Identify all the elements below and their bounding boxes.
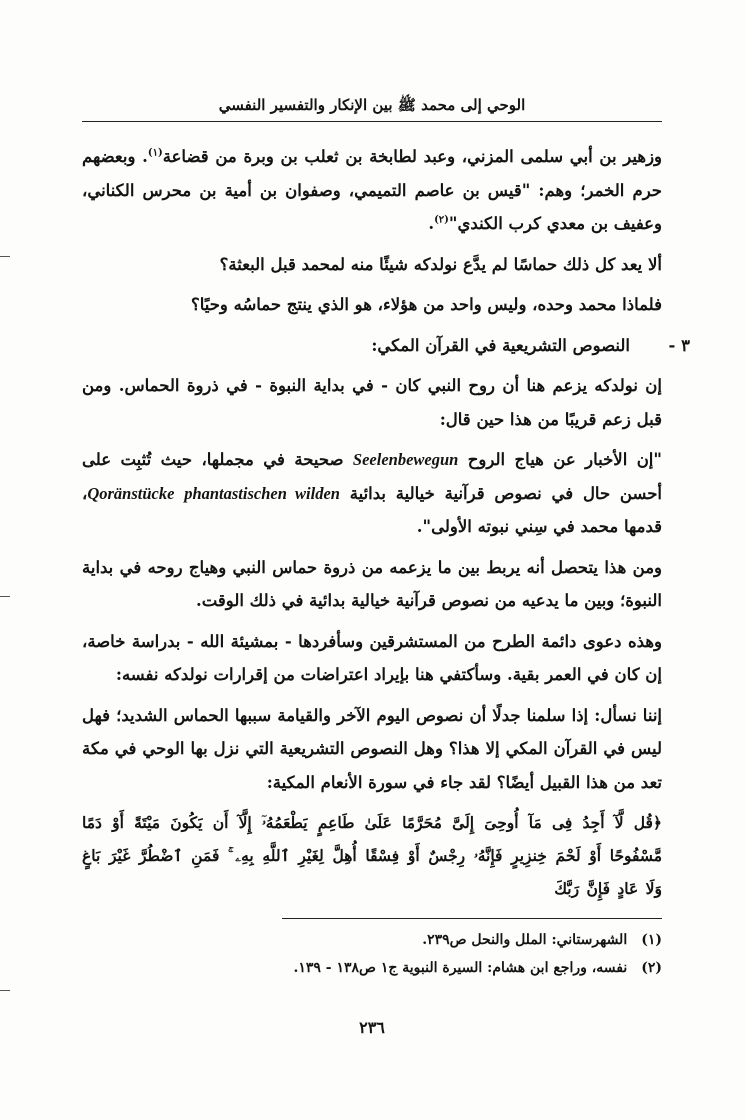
quotation-text: صحيحة في مجملها، حيث تُثبِت على أحسن حال في نصوص قرآنية خيالية بدائية: [82, 450, 662, 503]
german-term-phantastischen: phantastischen wilden: [184, 483, 340, 503]
paragraph-question-2: فلماذا محمد وحده، وليس واحد من هؤلاء، هو الذي ينتج حماسُه وحيًا؟: [190, 295, 662, 314]
paragraph-poets-list: [82, 140, 662, 241]
paragraph-conclusion: ومن هذا يتحصل أنه يربط بين ما يزعمه من ذروة حماس النبي وهياج روحه في بداية النبوة؛ وبين ما يدعيه من نصوص قرآنية خيالية بدائية في ذلك الوقت.: [82, 557, 662, 610]
header-rule: [82, 121, 662, 122]
section-title: النصوص التشريعية في القرآن المكي:: [371, 335, 630, 355]
paragraph-text: .: [428, 214, 435, 233]
footnote-ref-1[interactable]: (١): [147, 147, 163, 159]
paragraph-orientalists: وهذه دعوى دائمة الطرح من المستشرقين وسأفردها - بمشيئة الله - بدراسة خاصة، إن كان في العمر بقية. وسأكتفي هنا بإيراد اعتراضات من إقرارات نولدكه نفسه:: [82, 631, 662, 684]
footnote-2: [82, 954, 662, 982]
paragraph-quotation: [82, 443, 662, 544]
footnote-rule: [282, 918, 662, 919]
footnote-ref-2[interactable]: (٢): [434, 214, 449, 226]
paragraph-question-1: ألا يعد كل ذلك حماسًا لم يدَّع نولدكه شيئًا منه لمحمد قبل البعثة؟: [219, 254, 662, 274]
paragraph-noldeke-claim: إن نولدكه يزعم هنا أن روح النبي كان - في بداية النبوة - في ذروة الحماس. ومن قبل زعم قريبًا من هذا حين قال:: [82, 376, 662, 429]
footnote-1: [82, 926, 662, 954]
footnotes: [82, 926, 662, 982]
main-text: [82, 140, 690, 912]
paragraph-text: وزهير بن أبي سلمى المزني، وعبد لطابخة بن ثعلب بن وبرة من قضاعة: [162, 147, 663, 166]
german-term-qoranstucke: Qoränstücke: [87, 483, 175, 503]
footnote-number: (٢): [641, 960, 662, 976]
footnote-number: (١): [641, 932, 662, 948]
page-number: ٢٣٦: [359, 1018, 385, 1037]
footnote-text: الشهرستاني: الملل والنحل ص٢٣٩.: [422, 932, 628, 948]
scan-margin-mark: [0, 990, 10, 991]
running-header: الوحي إلى محمد ﷺ بين الإنكار والتفسير النفسي: [218, 96, 526, 114]
paragraph-objection: إننا نسأل: إذا سلمنا جدلًا أن نصوص اليوم الآخر والقيامة سببها الحماس الشديد؛ فهل ليس في القرآن المكي إلا هذا؟ وهل النصوص التشريعية التي نزل بها الوحي في مكة تعد من هذا القبيل أيضًا؟ لقد جاء في سورة الأنعام المكية:: [82, 705, 662, 792]
footnote-text: نفسه، وراجع ابن هشام: السيرة النبوية ج١ ص١٣٨ - ١٣٩.: [293, 960, 628, 976]
german-term-seelenbewegun: Seelenbewegun: [352, 450, 459, 469]
section-heading: [82, 329, 690, 363]
paragraph-text: . وبعضهم حرم الخمر؛ وهم: "قيس بن عاصم التميمي، وصفوان بن أمية بن محرس الكناني، وعفيف بن معدي كرب الكندي": [82, 147, 662, 233]
scan-margin-mark: [0, 596, 10, 597]
section-number: ٣ -: [668, 335, 690, 355]
quotation-text: "إن الأخبار عن هياج الروح: [467, 450, 662, 469]
scan-margin-mark: [0, 256, 10, 257]
quotation-text: ، قدمها محمد في سِني نبوته الأولى".: [82, 483, 662, 536]
quran-verse: ﴿قُل لَّآ أَجِدُ فِى مَآ أُوحِىَ إِلَىَّ مُحَرَّمًا عَلَىٰ طَاعِمٍ يَطْعَمُهُۥٓ إِلَّآ أَن يَكُونَ مَيْتَةً أَوْ دَمًا مَّسْفُوحًا أَوْ لَحْمَ خِنزِيرٍ فَإِنَّهُۥ رِجْسٌ أَوْ فِسْقًا أُهِلَّ لِغَيْرِ ٱللَّهِ بِهِۦ ۚ فَمَنِ ٱضْطُرَّ غَيْرَ بَاغٍ وَلَا عَادٍ فَإِنَّ رَبَّكَ: [82, 813, 662, 898]
